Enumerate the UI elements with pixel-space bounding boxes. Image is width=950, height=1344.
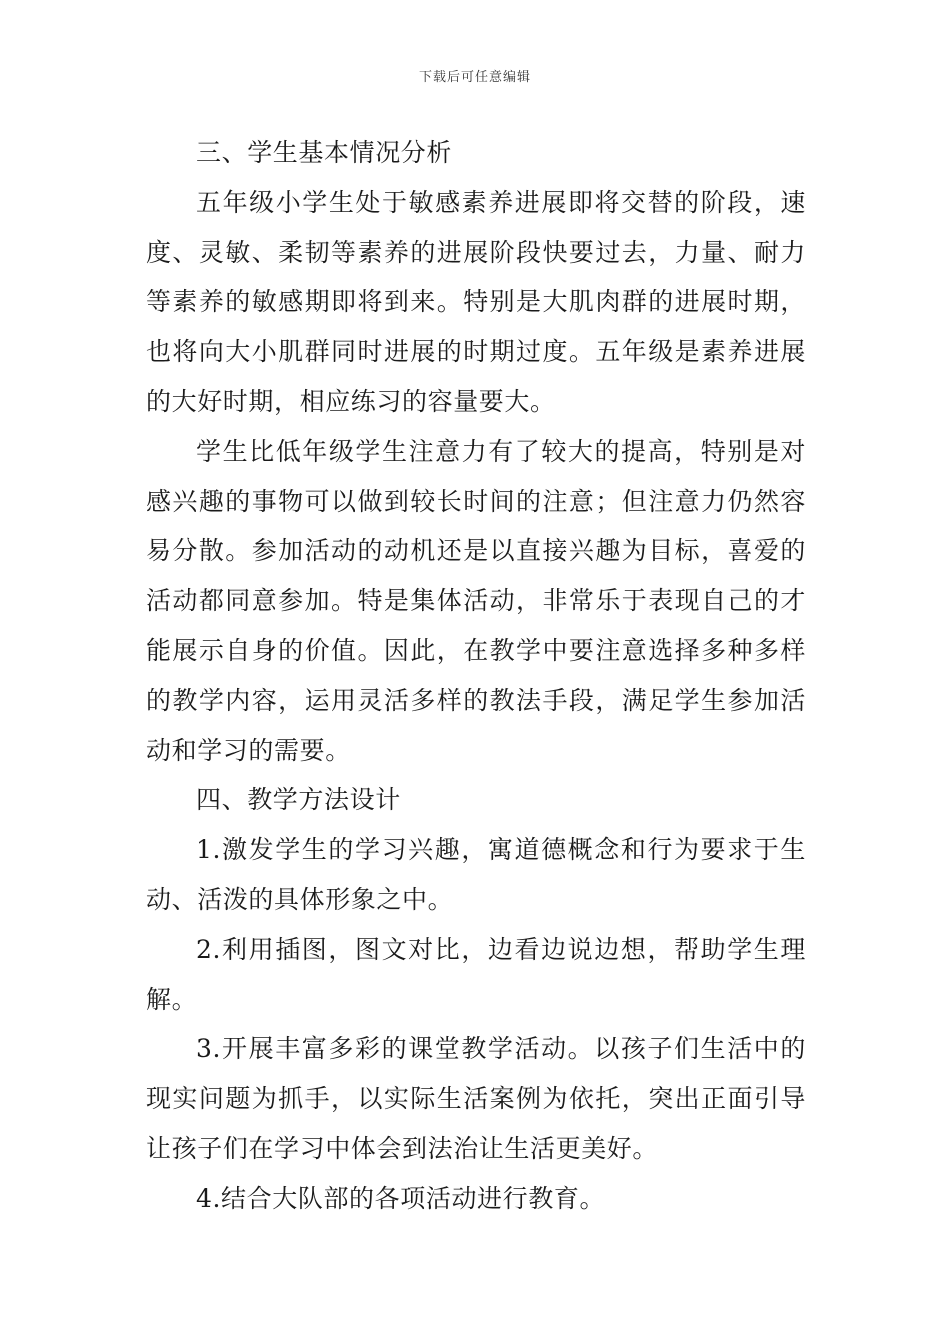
section-heading-teaching-methods: 四、教学方法设计 bbox=[196, 785, 401, 815]
method-item-2: 2.利用插图，图文对比，边看边说边想，帮助学生理解。 bbox=[146, 934, 806, 1014]
header-note: 下载后可任意编辑 bbox=[418, 70, 531, 85]
paragraph-attention-and-interest: 学生比低年级学生注意力有了较大的提高，特别是对感兴趣的事物可以做到较长时间的注意；但注意力仍然容易分散。参加活动的动机还是以直接兴趣为目标，喜爱的活动都同意参加。特是集体活动，非常乐于表现自己的才能展示自身的价值。因此，在教学中要注意选择多种多样的教学内容，运用灵活多样的教法手段，满足学生参加活动和学习的需要。 bbox=[146, 436, 806, 765]
method-item-4: 4.结合大队部的各项活动进行教育。 bbox=[196, 1183, 606, 1213]
section-heading-student-analysis: 三、学生基本情况分析 bbox=[196, 138, 453, 167]
method-item-3: 3.开展丰富多彩的课堂教学活动。以孩子们生活中的现实问题为抓手，以实际生活案例为依托，突出正面引导让孩子们在学习中体会到法治让生活更美好。 bbox=[146, 1034, 806, 1163]
paragraph-grade-five-development: 五年级小学生处于敏感素养进展即将交替的阶段，速度、灵敏、柔韧等素养的进展阶段快要过去，力量、耐力等素养的敏感期即将到来。特别是大肌肉群的进展时期，也将向大小肌群同时进展的时期过度。五年级是素养进展的大好时期，相应练习的容量要大。 bbox=[146, 187, 806, 416]
document-body bbox=[146, 128, 806, 1224]
method-item-1: 1.激发学生的学习兴趣，寓道德概念和行为要求于生动、活泼的具体形象之中。 bbox=[146, 835, 806, 914]
